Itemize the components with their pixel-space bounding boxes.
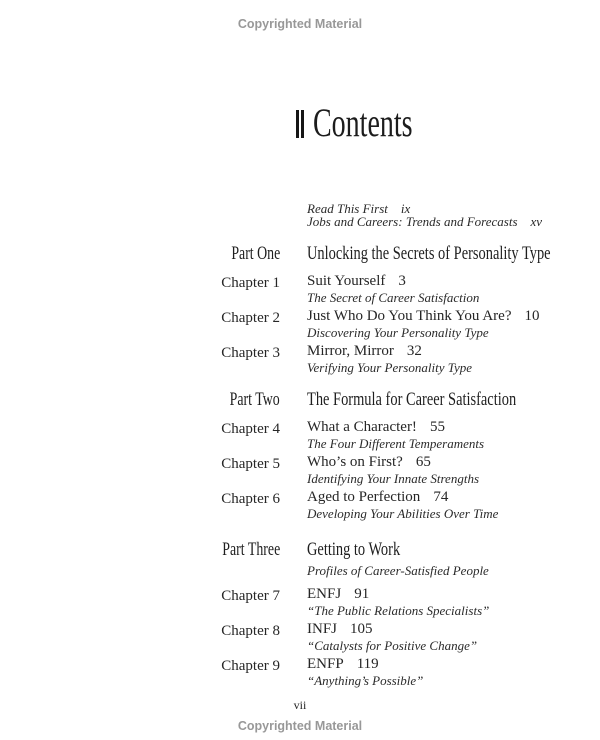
chapter-title: Who’s on First? bbox=[307, 454, 403, 470]
chapter-title: ENFJ bbox=[307, 586, 342, 602]
part-label: Part Three bbox=[222, 540, 280, 560]
double-bar-icon bbox=[296, 110, 304, 138]
part-title: Getting to Work bbox=[307, 540, 401, 560]
chapter-page-number: 3 bbox=[398, 273, 406, 289]
chapter-label: Chapter 3 bbox=[221, 345, 280, 361]
chapter-label: Chapter 7 bbox=[221, 588, 280, 604]
front-matter-spacer bbox=[0, 202, 280, 228]
chapter-label: Chapter 6 bbox=[221, 491, 280, 507]
copyright-notice-top: Copyrighted Material bbox=[237, 17, 363, 31]
chapter-title: Suit Yourself bbox=[307, 273, 386, 289]
part-heading-row bbox=[0, 246, 600, 264]
chapter-title: Mirror, Mirror bbox=[307, 343, 394, 359]
chapter-page-number: 119 bbox=[356, 656, 379, 672]
chapter-label: Chapter 8 bbox=[221, 623, 280, 639]
chapter-subtitle: Developing Your Abilities Over Time bbox=[307, 506, 499, 521]
chapter-page-number: 74 bbox=[433, 489, 449, 505]
chapter-page-number: 91 bbox=[354, 586, 370, 602]
chapter-subtitle: Identifying Your Innate Strengths bbox=[307, 471, 480, 486]
front-entry-page-number: ix bbox=[400, 201, 411, 216]
toc-chapter-entry bbox=[0, 622, 600, 652]
front-matter-row bbox=[0, 202, 600, 228]
part-chapter-list bbox=[0, 274, 600, 374]
chapter-subtitle: Discovering Your Personality Type bbox=[307, 325, 489, 340]
chapter-title: Aged to Perfection bbox=[307, 489, 421, 505]
chapter-subtitle: The Secret of Career Satisfaction bbox=[307, 290, 480, 305]
part-title: The Formula for Career Satisfaction bbox=[307, 390, 517, 410]
chapter-title: INFJ bbox=[307, 621, 338, 637]
toc-chapter-entry bbox=[0, 587, 600, 617]
chapter-subtitle: Verifying Your Personality Type bbox=[307, 360, 473, 375]
chapter-subtitle: “The Public Relations Specialists” bbox=[307, 603, 490, 618]
copyright-notice-bottom: Copyrighted Material bbox=[237, 719, 363, 733]
chapter-page-number: 105 bbox=[350, 621, 373, 637]
part-heading-row bbox=[0, 542, 600, 560]
chapter-subtitle: “Anything’s Possible” bbox=[307, 673, 424, 688]
part-title: Unlocking the Secrets of Personality Type bbox=[307, 244, 551, 264]
part-heading-row bbox=[0, 392, 600, 410]
toc-chapter-entry bbox=[0, 274, 600, 304]
chapter-page-number: 65 bbox=[415, 454, 431, 470]
chapter-page-number: 55 bbox=[429, 419, 445, 435]
chapter-subtitle: The Four Different Temperaments bbox=[307, 436, 485, 451]
part-chapter-list bbox=[0, 587, 600, 687]
toc-chapter-entry bbox=[0, 657, 600, 687]
part-chapter-list bbox=[0, 420, 600, 520]
toc-chapter-entry bbox=[0, 344, 600, 374]
chapter-label: Chapter 5 bbox=[221, 456, 280, 472]
chapter-title: Just Who Do You Think You Are? bbox=[307, 308, 512, 324]
chapter-subtitle: “Catalysts for Positive Change” bbox=[307, 638, 478, 653]
front-entry-page-number: xv bbox=[530, 214, 543, 229]
chapter-label: Chapter 2 bbox=[221, 310, 280, 326]
toc-chapter-entry bbox=[0, 309, 600, 339]
chapter-title: ENFP bbox=[307, 656, 344, 672]
toc-chapter-entry bbox=[0, 420, 600, 450]
front-entry-title: Read This First bbox=[307, 201, 388, 216]
toc-front-entry bbox=[307, 215, 600, 228]
table-of-contents bbox=[0, 202, 600, 687]
chapter-title: What a Character! bbox=[307, 419, 417, 435]
chapter-page-number: 32 bbox=[406, 343, 422, 359]
part-label: Part One bbox=[231, 244, 280, 264]
chapter-page-number: 10 bbox=[524, 308, 540, 324]
page-title-text: Contents bbox=[313, 100, 413, 145]
chapter-label: Chapter 1 bbox=[221, 275, 280, 291]
chapter-label: Chapter 4 bbox=[221, 421, 280, 437]
folio-page-number: vii bbox=[293, 698, 307, 712]
part-subtitle-row bbox=[0, 560, 600, 577]
chapter-label: Chapter 9 bbox=[221, 658, 280, 674]
toc-chapter-entry bbox=[0, 490, 600, 520]
toc-chapter-entry bbox=[0, 455, 600, 485]
part-label: Part Two bbox=[229, 390, 280, 410]
front-entry-title: Jobs and Careers: Trends and Forecasts bbox=[307, 214, 518, 229]
page-title bbox=[296, 100, 600, 145]
part-subtitle: Profiles of Career-Satisfied People bbox=[307, 563, 489, 578]
